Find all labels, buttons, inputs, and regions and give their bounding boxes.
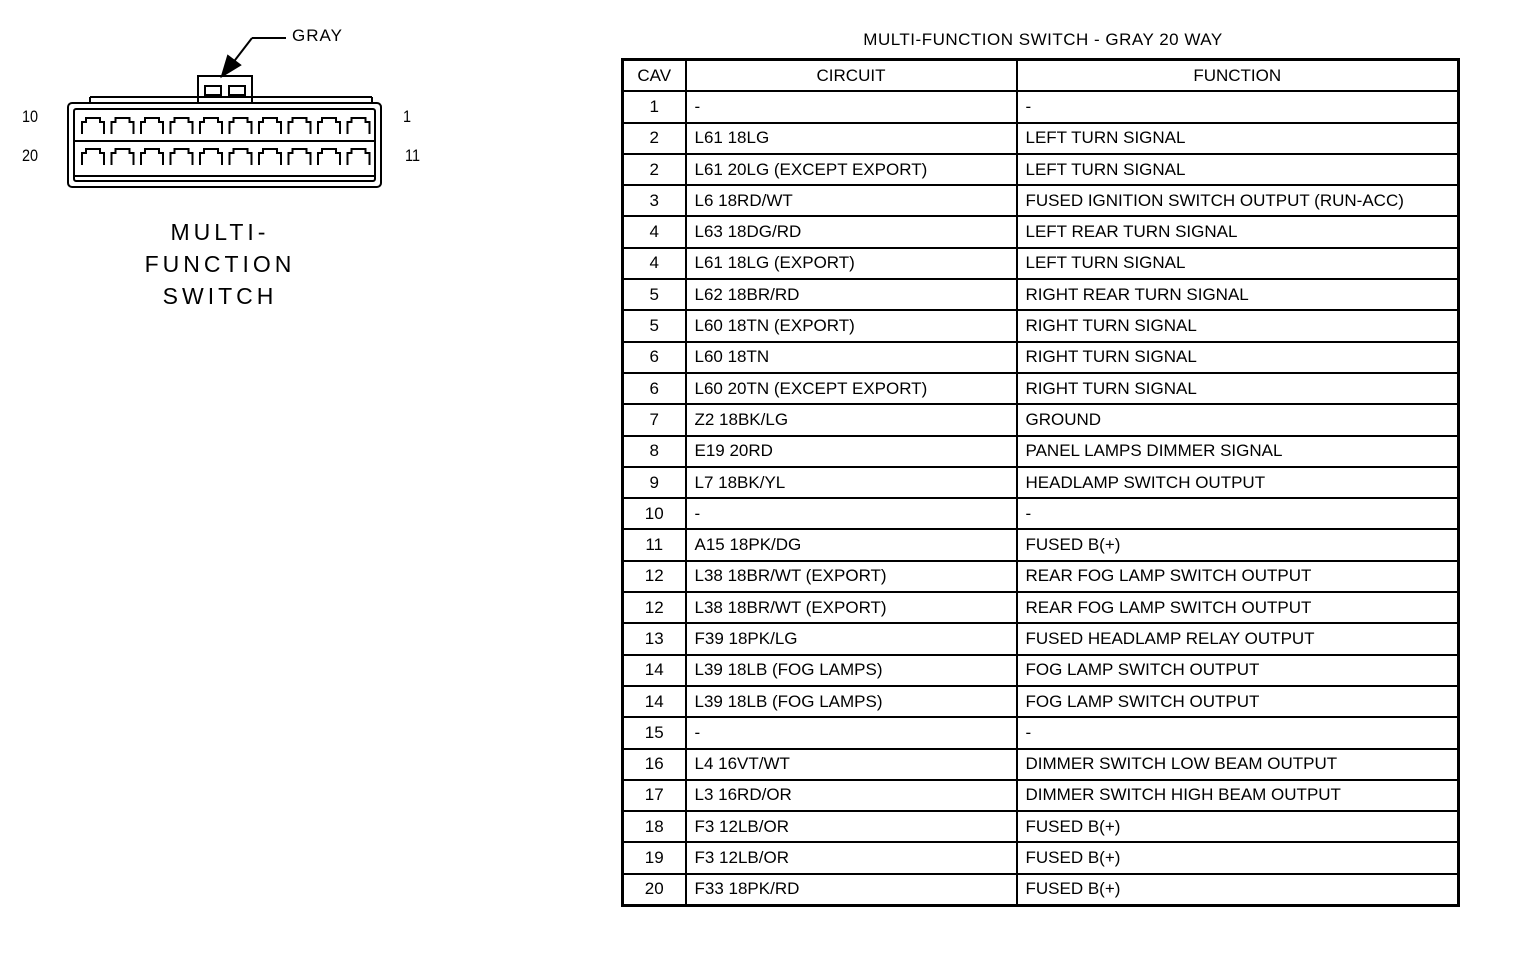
cell-function: FOG LAMP SWITCH OUTPUT bbox=[1017, 655, 1459, 686]
cavity-top bbox=[141, 118, 163, 134]
table-row bbox=[623, 561, 1459, 592]
connector-name-line-3: SWITCH bbox=[162, 283, 278, 309]
cavity-top bbox=[82, 118, 104, 134]
cell-cav: 11 bbox=[623, 529, 686, 560]
cell-cav: 17 bbox=[623, 780, 686, 811]
cell-cav: 2 bbox=[623, 123, 686, 154]
cell-cav: 6 bbox=[623, 373, 686, 404]
cell-cav: 4 bbox=[623, 248, 686, 279]
cavity-bottom bbox=[112, 149, 134, 165]
cavity-bottom bbox=[289, 149, 311, 165]
connector-name-line-1: MULTI- bbox=[170, 219, 270, 245]
cell-cav: 7 bbox=[623, 404, 686, 435]
table-row bbox=[623, 404, 1459, 435]
table-body bbox=[623, 91, 1459, 905]
pin-label-bottom-right: 11 bbox=[405, 146, 421, 165]
table-title: MULTI-FUNCTION SWITCH - GRAY 20 WAY bbox=[863, 30, 1223, 49]
cell-function: LEFT TURN SIGNAL bbox=[1017, 123, 1459, 154]
cell-circuit: L3 16RD/OR bbox=[686, 780, 1017, 811]
cell-cav: 19 bbox=[623, 842, 686, 873]
table-row bbox=[623, 811, 1459, 842]
cell-circuit: L39 18LB (FOG LAMPS) bbox=[686, 655, 1017, 686]
pin-label-top-left: 10 bbox=[22, 107, 39, 126]
table-row bbox=[623, 310, 1459, 341]
cell-circuit: F33 18PK/RD bbox=[686, 874, 1017, 906]
connector-name-line-2: FUNCTION bbox=[144, 251, 296, 277]
cell-cav: 18 bbox=[623, 811, 686, 842]
table-row bbox=[623, 91, 1459, 122]
cavity-top bbox=[200, 118, 222, 134]
cell-circuit: L63 18DG/RD bbox=[686, 216, 1017, 247]
cell-function: REAR FOG LAMP SWITCH OUTPUT bbox=[1017, 561, 1459, 592]
cell-circuit: - bbox=[686, 498, 1017, 529]
cell-circuit: F3 12LB/OR bbox=[686, 842, 1017, 873]
connector-inner-frame bbox=[74, 109, 375, 181]
table-row bbox=[623, 655, 1459, 686]
cell-function: FUSED B(+) bbox=[1017, 842, 1459, 873]
cell-cav: 4 bbox=[623, 216, 686, 247]
cell-circuit: L61 18LG (EXPORT) bbox=[686, 248, 1017, 279]
cell-circuit: A15 18PK/DG bbox=[686, 529, 1017, 560]
table-row bbox=[623, 373, 1459, 404]
leader-arrowhead bbox=[222, 56, 240, 76]
cell-cav: 12 bbox=[623, 561, 686, 592]
cell-function: - bbox=[1017, 91, 1459, 122]
cell-cav: 1 bbox=[623, 91, 686, 122]
table-row bbox=[623, 123, 1459, 154]
table-row bbox=[623, 154, 1459, 185]
cell-circuit: L38 18BR/WT (EXPORT) bbox=[686, 561, 1017, 592]
table-row bbox=[623, 749, 1459, 780]
cell-cav: 13 bbox=[623, 623, 686, 654]
cell-cav: 14 bbox=[623, 686, 686, 717]
cell-cav: 15 bbox=[623, 717, 686, 748]
cell-circuit: L4 16VT/WT bbox=[686, 749, 1017, 780]
table-row bbox=[623, 780, 1459, 811]
cell-cav: 3 bbox=[623, 185, 686, 216]
cavity-bottom bbox=[82, 149, 104, 165]
cell-circuit: L6 18RD/WT bbox=[686, 185, 1017, 216]
table-row bbox=[623, 216, 1459, 247]
pinout-table bbox=[621, 58, 1460, 907]
header-function: FUNCTION bbox=[1017, 60, 1459, 92]
cavity-top bbox=[230, 118, 252, 134]
cell-circuit: L60 18TN bbox=[686, 342, 1017, 373]
cell-cav: 5 bbox=[623, 310, 686, 341]
table-row bbox=[623, 279, 1459, 310]
table-row bbox=[623, 529, 1459, 560]
cell-function: DIMMER SWITCH LOW BEAM OUTPUT bbox=[1017, 749, 1459, 780]
cavity-bottom bbox=[259, 149, 281, 165]
cell-function: FUSED B(+) bbox=[1017, 811, 1459, 842]
cell-function: LEFT REAR TURN SIGNAL bbox=[1017, 216, 1459, 247]
table-row bbox=[623, 467, 1459, 498]
connector-body bbox=[68, 103, 381, 187]
cavity-bottom bbox=[171, 149, 193, 165]
cell-circuit: L61 18LG bbox=[686, 123, 1017, 154]
cell-cav: 20 bbox=[623, 874, 686, 906]
cell-function: RIGHT TURN SIGNAL bbox=[1017, 310, 1459, 341]
cavity-bottom bbox=[230, 149, 252, 165]
cell-cav: 16 bbox=[623, 749, 686, 780]
cell-circuit: L60 18TN (EXPORT) bbox=[686, 310, 1017, 341]
pin-label-top-right: 1 bbox=[403, 107, 412, 126]
table-row bbox=[623, 185, 1459, 216]
cell-circuit: Z2 18BK/LG bbox=[686, 404, 1017, 435]
connector-color-label: GRAY bbox=[292, 26, 343, 45]
cell-function: FOG LAMP SWITCH OUTPUT bbox=[1017, 686, 1459, 717]
table-row bbox=[623, 874, 1459, 906]
cell-function: DIMMER SWITCH HIGH BEAM OUTPUT bbox=[1017, 780, 1459, 811]
table-row bbox=[623, 717, 1459, 748]
cell-circuit: L7 18BK/YL bbox=[686, 467, 1017, 498]
cell-function: RIGHT REAR TURN SIGNAL bbox=[1017, 279, 1459, 310]
cavity-top bbox=[259, 118, 281, 134]
cavity-top bbox=[112, 118, 134, 134]
cell-function: FUSED IGNITION SWITCH OUTPUT (RUN-ACC) bbox=[1017, 185, 1459, 216]
connector-diagram bbox=[0, 0, 460, 330]
cavity-bottom bbox=[200, 149, 222, 165]
pin-label-bottom-left: 20 bbox=[22, 146, 39, 165]
table-header-row bbox=[623, 60, 1459, 92]
cavity-bottom bbox=[318, 149, 340, 165]
cell-circuit: L39 18LB (FOG LAMPS) bbox=[686, 686, 1017, 717]
cavity-bottom bbox=[141, 149, 163, 165]
cell-circuit: F3 12LB/OR bbox=[686, 811, 1017, 842]
cell-function: LEFT TURN SIGNAL bbox=[1017, 248, 1459, 279]
cell-function: FUSED B(+) bbox=[1017, 874, 1459, 906]
cell-cav: 2 bbox=[623, 154, 686, 185]
cell-function: - bbox=[1017, 498, 1459, 529]
table-row bbox=[623, 498, 1459, 529]
connector-latch-slot bbox=[205, 86, 221, 95]
table-row bbox=[623, 248, 1459, 279]
connector-latch bbox=[198, 76, 252, 103]
cavity-bottom bbox=[348, 149, 370, 165]
cell-function: REAR FOG LAMP SWITCH OUTPUT bbox=[1017, 592, 1459, 623]
cell-circuit: F39 18PK/LG bbox=[686, 623, 1017, 654]
cell-function: RIGHT TURN SIGNAL bbox=[1017, 342, 1459, 373]
cell-circuit: L38 18BR/WT (EXPORT) bbox=[686, 592, 1017, 623]
header-cav: CAV bbox=[623, 60, 686, 92]
cell-cav: 10 bbox=[623, 498, 686, 529]
cell-function: - bbox=[1017, 717, 1459, 748]
cell-circuit: L60 20TN (EXCEPT EXPORT) bbox=[686, 373, 1017, 404]
cell-function: RIGHT TURN SIGNAL bbox=[1017, 373, 1459, 404]
cell-function: FUSED B(+) bbox=[1017, 529, 1459, 560]
connector-name bbox=[120, 216, 320, 312]
table-row bbox=[623, 436, 1459, 467]
cell-circuit: - bbox=[686, 717, 1017, 748]
cavity-top bbox=[348, 118, 370, 134]
header-circuit: CIRCUIT bbox=[686, 60, 1017, 92]
cell-cav: 14 bbox=[623, 655, 686, 686]
cavity-top bbox=[171, 118, 193, 134]
table-row bbox=[623, 592, 1459, 623]
cell-cav: 8 bbox=[623, 436, 686, 467]
cell-function: LEFT TURN SIGNAL bbox=[1017, 154, 1459, 185]
cell-cav: 12 bbox=[623, 592, 686, 623]
cell-circuit: - bbox=[686, 91, 1017, 122]
connector-latch-slot bbox=[229, 86, 245, 95]
table-row bbox=[623, 842, 1459, 873]
cell-function: PANEL LAMPS DIMMER SIGNAL bbox=[1017, 436, 1459, 467]
cavity-top bbox=[318, 118, 340, 134]
table-row bbox=[623, 623, 1459, 654]
cell-circuit: L62 18BR/RD bbox=[686, 279, 1017, 310]
cell-function: FUSED HEADLAMP RELAY OUTPUT bbox=[1017, 623, 1459, 654]
cell-circuit: L61 20LG (EXCEPT EXPORT) bbox=[686, 154, 1017, 185]
cell-function: GROUND bbox=[1017, 404, 1459, 435]
cavity-top bbox=[289, 118, 311, 134]
table-row bbox=[623, 686, 1459, 717]
cell-circuit: E19 20RD bbox=[686, 436, 1017, 467]
cell-cav: 6 bbox=[623, 342, 686, 373]
table-row bbox=[623, 342, 1459, 373]
cell-cav: 9 bbox=[623, 467, 686, 498]
cell-function: HEADLAMP SWITCH OUTPUT bbox=[1017, 467, 1459, 498]
cell-cav: 5 bbox=[623, 279, 686, 310]
